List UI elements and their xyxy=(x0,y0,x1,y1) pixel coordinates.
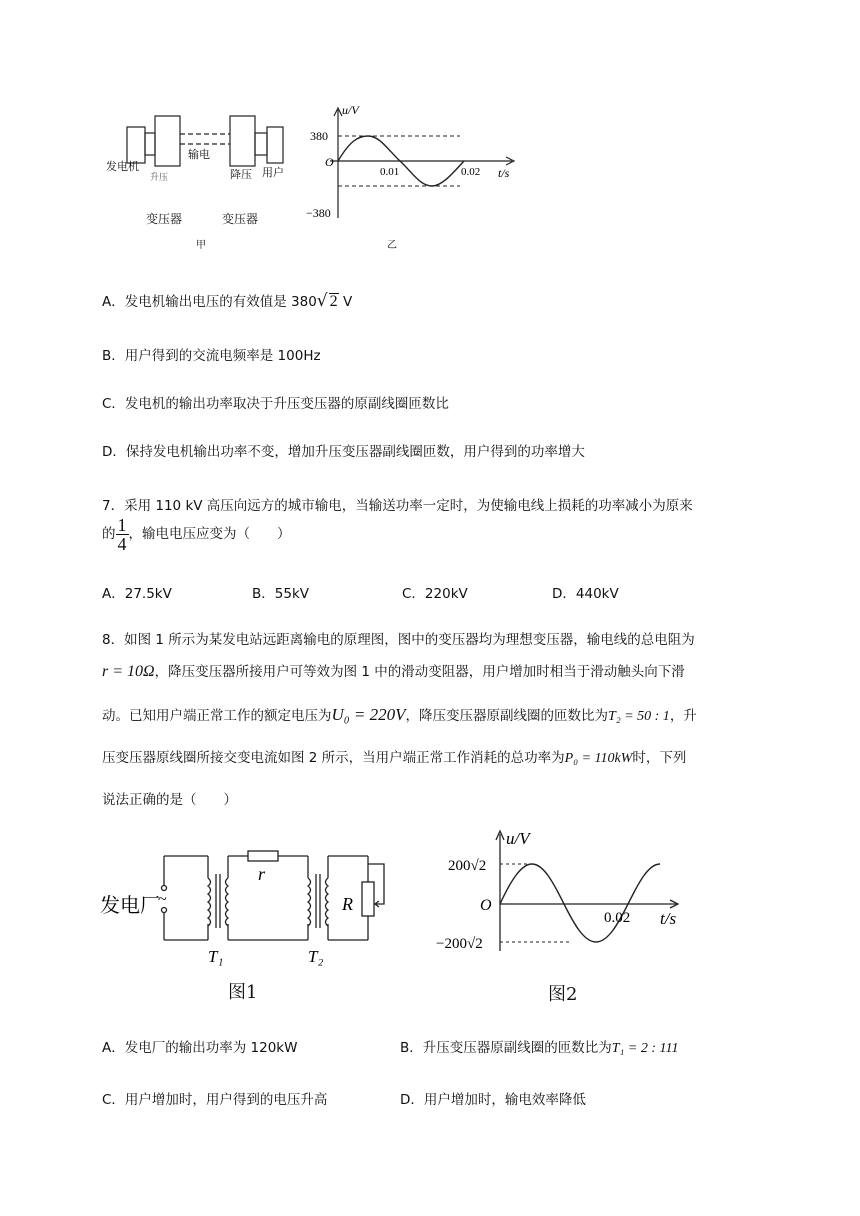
fig2-ytick-top: 200√2 xyxy=(448,858,487,874)
q8-line4 xyxy=(102,746,686,767)
q6-option-c: C．发电机的输出功率取决于升压变压器的原副线圈匝数比 xyxy=(102,396,449,412)
label-transmission: 输电 xyxy=(188,148,210,161)
label-generator: 发电机 xyxy=(106,160,139,173)
q8-option-b-text: B．升压变压器原副线圈的匝数比为 xyxy=(400,1040,612,1056)
q8-line3 xyxy=(102,704,697,725)
q8-line2-text: ，降压变压器所接用户可等效为图 1 中的滑动变阻器，用户增加时相当于滑动触头向下滑 xyxy=(154,664,685,680)
yi-xtick-1: 0.01 xyxy=(380,166,400,178)
math-p0: P₀ = 110kW xyxy=(564,751,633,766)
q7-option-d: D．440kV xyxy=(552,586,619,602)
yi-x-axis-label: t/s xyxy=(498,166,510,180)
yi-ytick-bottom: −380 xyxy=(306,206,331,220)
q8-line4-a: 压变压器原线圈所接交变电流如图 2 所示，当用户端正常工作消耗的总功率为 xyxy=(102,750,565,766)
figure-2-sine xyxy=(430,826,710,966)
frac-denominator: 4 xyxy=(117,533,127,554)
yi-origin: O xyxy=(325,155,334,169)
label-transformer-right: 变压器 xyxy=(222,212,259,226)
q7-line2-prefix: 的 xyxy=(102,526,116,542)
q8-line2 xyxy=(102,660,685,681)
fraction-one-quarter xyxy=(116,516,129,553)
sqrt-radicand: 2 xyxy=(329,293,338,310)
fig1-caption: 图1 xyxy=(228,982,258,1003)
yi-y-axis-label: u/V xyxy=(342,103,359,117)
figure-yi xyxy=(300,100,530,260)
math-r-10-ohm: r = 10Ω xyxy=(102,663,155,680)
yi-xtick-2: 0.02 xyxy=(461,166,481,178)
q7-line1: 7．采用 110 kV 高压向远方的城市输电，当输送功率一定时，为使输电线上损耗的功率减小为原来 xyxy=(102,498,693,514)
fig2-caption: 图2 xyxy=(548,984,578,1005)
q7-line2 xyxy=(102,514,291,554)
q7-line2-suffix: ，输电电压应变为（ ） xyxy=(128,526,291,542)
q7-option-c: C．220kV xyxy=(402,586,468,602)
fig1-T2-label: T₂ xyxy=(308,947,324,966)
frac-numerator: 1 xyxy=(117,514,127,535)
q8-option-a: A．发电厂的输出功率为 120kW xyxy=(102,1040,298,1056)
fig1-plant-label: 发电厂 xyxy=(100,893,160,917)
fig1-r-label: r xyxy=(258,864,266,884)
fig1-T1-label: T₁ xyxy=(208,947,224,966)
q8-option-d: D．用户增加时，输电效率降低 xyxy=(400,1092,586,1108)
caption-jia: 甲 xyxy=(196,240,206,251)
q8-line3-b: ，降压变压器原副线圈的匝数比为 xyxy=(405,708,609,724)
fig2-x-axis-label: t/s xyxy=(660,909,677,928)
q6-option-a xyxy=(102,290,352,311)
fig1-tilde: ~ xyxy=(158,891,167,908)
yi-ytick-top: 380 xyxy=(310,129,328,143)
caption-yi: 乙 xyxy=(387,240,397,251)
q6-option-a-text: A．发电机输出电压的有效值是 380 xyxy=(102,294,317,310)
q8-option-c: C．用户增加时，用户得到的电压升高 xyxy=(102,1092,328,1108)
label-transformer-left: 变压器 xyxy=(146,212,183,226)
math-t1-ratio: T₁ = 2 : 111 xyxy=(611,1041,679,1056)
fig2-origin: O xyxy=(480,897,492,914)
q8-line3-c: ，升 xyxy=(669,708,697,724)
math-u0: U₀ = 220V xyxy=(331,705,406,724)
fig2-xtick: 0.02 xyxy=(604,910,631,926)
q8-line1: 8．如图 1 所示为某发电站远距离输电的原理图，图中的变压器均为理想变压器，输电线的总电阻为 xyxy=(102,632,695,648)
q7-option-b: B．55kV xyxy=(252,586,309,602)
q8-line4-b: 时，下列 xyxy=(632,750,687,766)
q8-line5: 说法正确的是（ ） xyxy=(102,792,237,808)
fig2-ytick-bottom: −200√2 xyxy=(436,936,483,952)
q6-option-d: D．保持发电机输出功率不变，增加升压变压器副线圈匝数，用户得到的功率增大 xyxy=(102,444,585,460)
label-user: 用户 xyxy=(262,166,284,179)
math-t2-ratio: T₂ = 50 : 1 xyxy=(608,709,670,724)
q6-option-b: B．用户得到的交流电频率是 100Hz xyxy=(102,348,321,364)
q6-option-a-unit: V xyxy=(342,294,353,310)
label-step-down: 降压 xyxy=(230,168,252,181)
fig1-R-label: R xyxy=(342,894,353,914)
q8-line3-a: 动。已知用户端正常工作的额定电压为 xyxy=(102,708,332,724)
q8-option-b xyxy=(400,1036,678,1057)
fig2-y-axis-label: u/V xyxy=(506,829,530,848)
q7-option-a: A．27.5kV xyxy=(102,586,172,602)
sqrt-sign: √ xyxy=(316,291,328,311)
label-step-up: 升压 xyxy=(150,173,169,183)
